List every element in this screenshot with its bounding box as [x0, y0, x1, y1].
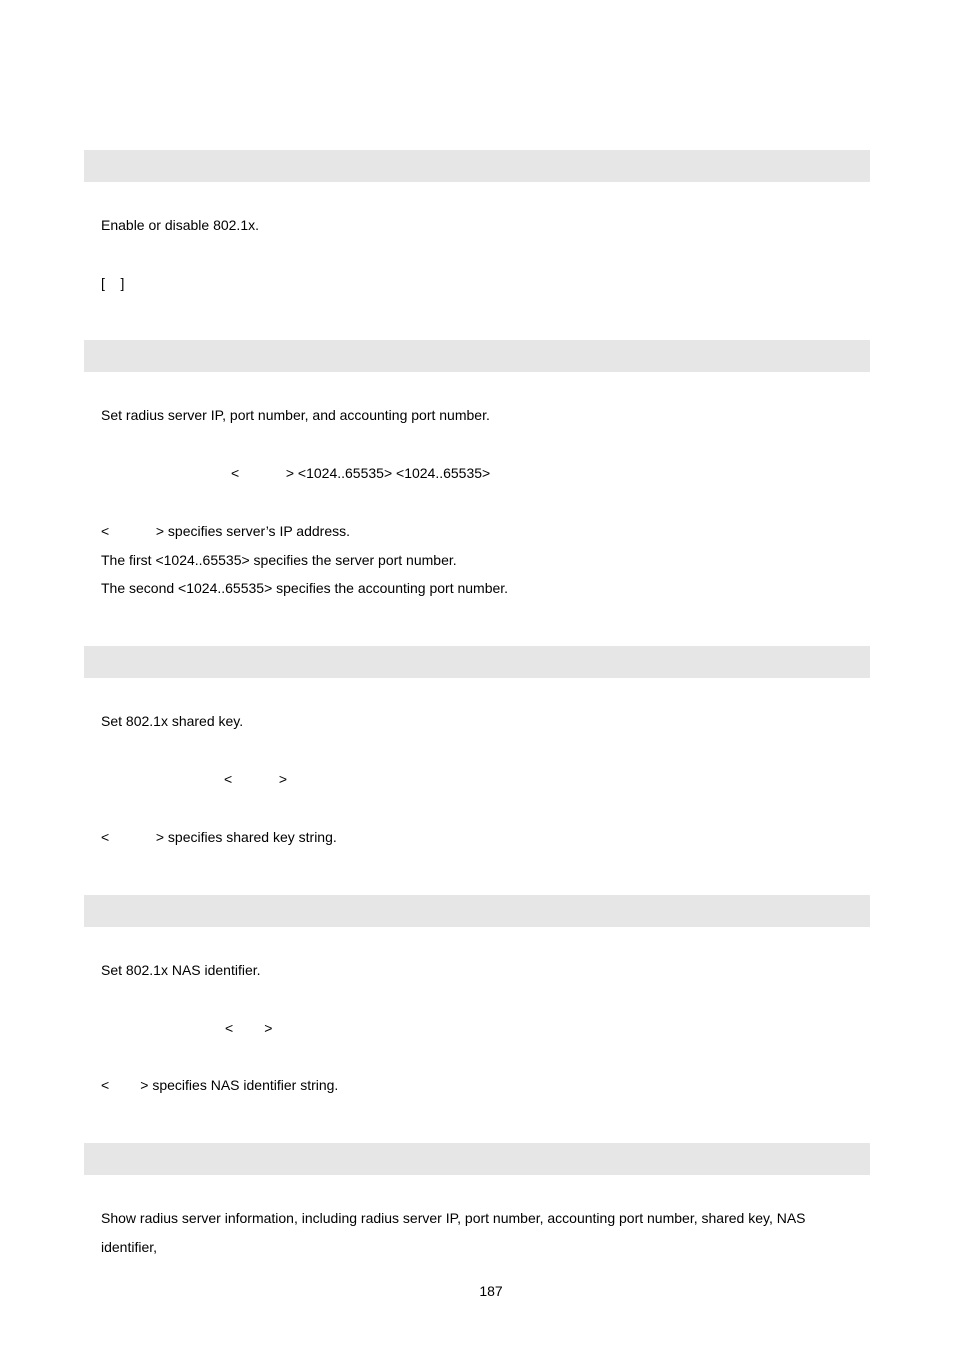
param-description: The first <1024..65535> specifies the server port number.: [101, 552, 457, 568]
command-syntax-4: < >: [225, 1020, 273, 1036]
command-header-bar-5: [84, 1143, 870, 1175]
command-description-2: Set radius server IP, port number, and accounting port number.: [101, 407, 490, 423]
param-description: The second <1024..65535> specifies the accounting port number.: [101, 580, 509, 596]
param-description: < > specifies server’s IP address.: [101, 523, 350, 539]
command-header-bar-1: [84, 150, 870, 182]
command-description-5-line-2: identifier,: [101, 1239, 158, 1255]
command-syntax-1: [ ]: [101, 275, 125, 291]
command-header-bar-3: [84, 646, 870, 678]
command-description-3: Set 802.1x shared key.: [101, 713, 244, 729]
page-number: 187: [479, 1283, 503, 1299]
command-header-bar-2: [84, 340, 870, 372]
command-description-1: Enable or disable 802.1x.: [101, 217, 259, 233]
command-syntax-2: < > <1024..65535> <1024..65535>: [231, 465, 491, 481]
param-description: < > specifies NAS identifier string.: [101, 1077, 339, 1093]
command-syntax-3: < >: [224, 771, 288, 787]
command-description-5-line-1: Show radius server information, including radius server IP, port number, accounting port number, shared key, NAS: [101, 1210, 806, 1226]
command-description-4: Set 802.1x NAS identifier.: [101, 962, 261, 978]
param-description: < > specifies shared key string.: [101, 829, 337, 845]
command-header-bar-4: [84, 895, 870, 927]
